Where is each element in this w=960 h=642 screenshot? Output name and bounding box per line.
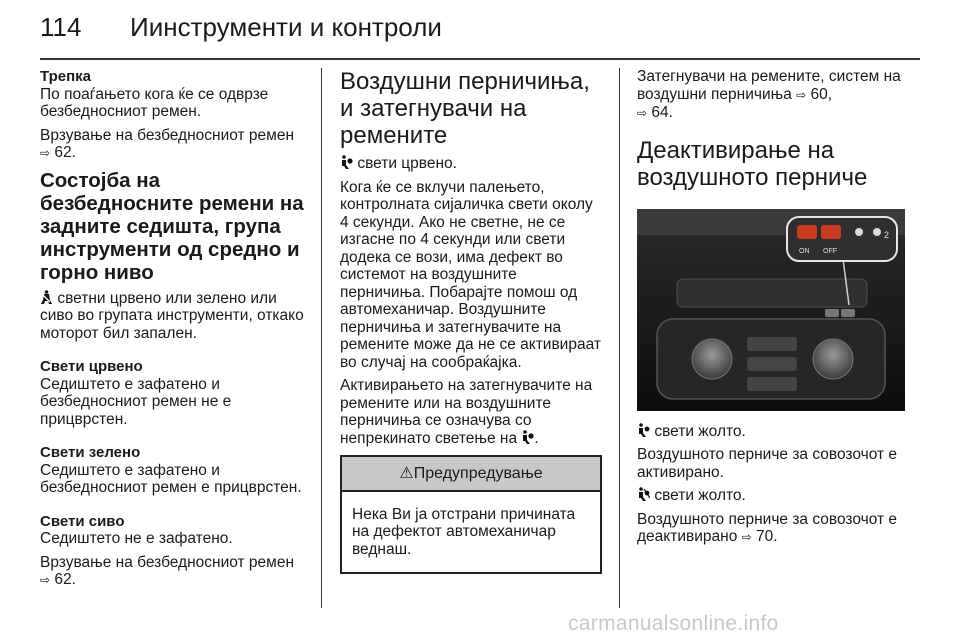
page-number: 114 xyxy=(40,12,82,42)
airbag-desc: Кога ќе се вклучи палењето, контролната сијаличка свети околу 4 секунди. Ако не светне, не се изгасне по 4 секунди или свети додека се вози, има дефект во системот на воздушните перничиња. Побарајте помош од автомеханичар. Воздушните перничиња и затегнувачите на ремените може да не се активираат во случај на сообраќајка. xyxy=(340,178,601,371)
page-header xyxy=(40,10,920,50)
seatbelt-ref-text: Врзување на безбедносниот ремен ⇨ 62. xyxy=(40,126,295,161)
header-rule xyxy=(40,58,920,60)
column-2 xyxy=(340,68,604,574)
red-title: Свети црвено xyxy=(40,358,143,375)
cross-ref-text: Затегнувачи на ремените, систем на воздушни перничиња ⇨ 60, ⇨ 64. xyxy=(637,68,901,121)
column-1 xyxy=(40,68,308,596)
airbag-icon xyxy=(521,430,534,445)
warning-box xyxy=(340,455,602,574)
airbag-on-icon xyxy=(637,423,650,438)
page-title: Иинструменти и контроли xyxy=(130,12,442,42)
airbag-red-text: свети црвено. xyxy=(340,155,604,173)
gray-title: Свети сиво xyxy=(40,512,125,530)
arrow-icon: ⇨ xyxy=(637,106,648,120)
page-ref: 62. xyxy=(54,571,76,588)
section-title-blink: Трепка xyxy=(40,68,92,85)
warning-body: Нека Ви ја отстрани причината на дефектот автомеханичар веднаш. xyxy=(352,505,576,558)
column-divider xyxy=(619,68,620,608)
column-3 xyxy=(637,68,905,553)
airbag-on-text: свети жолто. xyxy=(637,423,905,441)
rear-seatbelt-heading: Состојба на безбедносните ремени на задните седишта, група инструменти од средно и горно ниво xyxy=(40,168,304,284)
airbag-off-desc: Воздушното перниче за совозочот е деактивирано ⇨ 70. xyxy=(637,510,898,545)
image-label-number: 2 xyxy=(884,229,890,240)
page-ref: 62. xyxy=(54,144,76,161)
watermark: carmanualsonline.info xyxy=(568,612,779,635)
blink-text: По поаѓањето кога ќе се одврзе безбедносниот ремен. xyxy=(40,85,269,120)
airbag-activation: Активирањето на затегнувачите на ремените или на воздушните перничиња се означува со непрекинато светење на . xyxy=(340,377,593,447)
warning-header xyxy=(342,457,600,492)
arrow-icon: ⇨ xyxy=(40,573,51,587)
seatbelt-ref-text-2: Врзување на безбедносниот ремен ⇨ 62. xyxy=(40,553,295,588)
arrow-icon: ⇨ xyxy=(796,87,807,102)
seatbelt-icon xyxy=(40,290,53,305)
green-title: Свети зелено xyxy=(40,444,141,461)
airbag-on-desc: Воздушното перниче за совозочот е активирано. xyxy=(637,446,898,481)
rear-seatbelt-text: светни црвено или зелено или сиво во групата инструменти, откако моторот бил запален. xyxy=(40,289,304,342)
arrow-icon: ⇨ xyxy=(741,530,752,544)
dashboard-illustration xyxy=(637,209,905,411)
airbag-icon xyxy=(340,155,353,170)
image-label-off: OFF xyxy=(823,247,837,255)
red-text: Седиштето е зафатено и безбедносниот ремен не е прицврстен. xyxy=(40,375,232,428)
image-label-on: ON xyxy=(799,247,810,255)
warning-icon: ⚠ xyxy=(399,465,414,482)
arrow-icon: ⇨ xyxy=(40,146,51,160)
airbag-off-icon xyxy=(637,487,650,502)
column-divider xyxy=(321,68,322,608)
warning-title: Предупредување xyxy=(413,465,543,482)
dashboard-photo xyxy=(637,209,905,411)
gray-text: Седиштето не е зафатено. xyxy=(40,530,233,547)
airbag-heading: Воздушни перничиња, и затегнувачи на ремените xyxy=(340,68,590,149)
deactivation-heading: Деактивирање на воздушното перниче xyxy=(637,136,868,191)
green-text: Седиштето е зафатено и безбедносниот ремен е прицврстен. xyxy=(40,461,302,496)
airbag-off-text: свети жолто. xyxy=(637,487,905,505)
